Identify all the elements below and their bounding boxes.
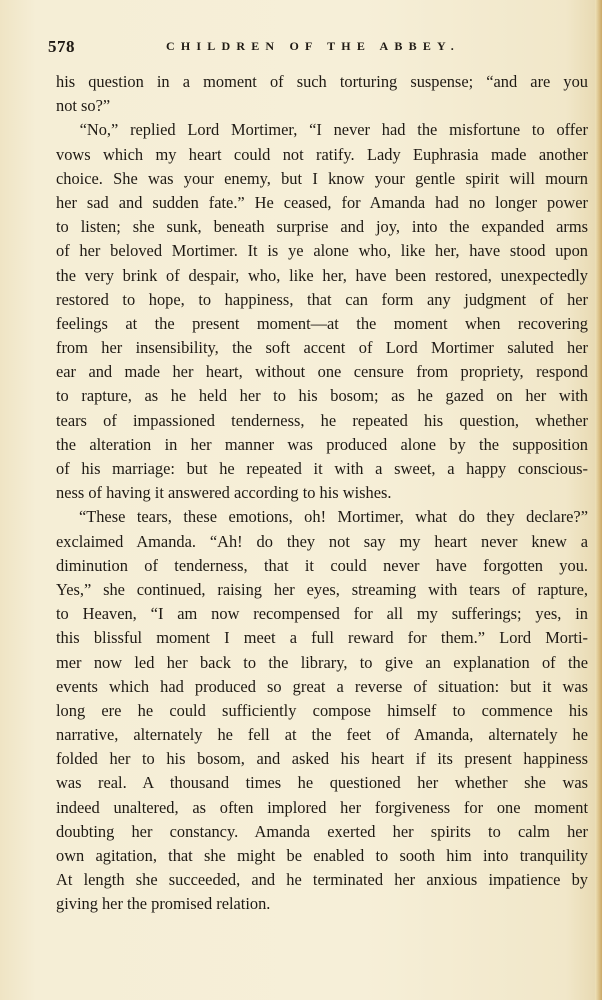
text-line: indeed unaltered, as often implored her forgiveness for one moment [56,797,588,817]
text-line: giving her the promised relation. [56,894,271,914]
page-header [48,37,588,61]
text-line: restored to hope, to happiness, that can form any judgment of her [56,289,588,309]
text-line: folded her to his bosom, and asked his heart if its present happiness [56,749,588,769]
page-number: 578 [48,37,75,56]
text-line: to Heaven, “I am now recompensed for all my sufferings; yes, in [56,604,588,624]
text-line: mer now led her back to the library, to give an explanation of the [56,652,588,672]
page-edge [595,0,602,1000]
text-line: doubting her constancy. Amanda exerted her spirits to calm her [56,821,588,841]
text-line: exclaimed Amanda. “Ah! do they not say my heart never knew a [56,531,588,551]
text-line: his question in a moment of such torturing suspense; “and are you [56,72,588,91]
text-line: from her insensibility, the soft accent of Lord Mortimer saluted her [56,338,588,358]
text-line: tears of impassioned tenderness, he repeated his question, whether [56,410,588,430]
text-line: ear and made her heart, without one censure from propriety, respond [56,362,588,382]
text-line: events which had produced so great a reverse of situation: but it was [56,676,588,696]
body-text [56,70,588,917]
text-line: of his marriage: but he repeated it with a sweet, a happy conscious- [56,459,588,478]
text-line: her sad and sudden fate.” He ceased, for Amanda had no longer power [56,192,588,212]
text-line: Yes,” she continued, raising her eyes, streaming with tears of rapture, [56,579,588,599]
text-line: this blissful moment I meet a full reward for them.” Lord Morti- [56,628,588,648]
text-line: choice. She was your enemy, but I know your gentle spirit will mourn [56,168,588,188]
text-line: the alteration in her manner was produced alone by the supposition [56,434,588,454]
text-line: feelings at the present moment—at the moment when recovering [56,313,588,333]
text-line: “These tears, these emotions, oh! Mortimer, what do they declare?” [56,507,588,527]
text-line: long ere he could sufficiently compose himself to commence his [56,700,588,720]
text-line: to rapture, as he held her to his bosom; as he gazed on her with [56,386,588,406]
text-line: diminution of tenderness, that it could never have forgotten you. [56,555,588,575]
text-line: narrative, alternately he fell at the feet of Amanda, alternately he [56,725,588,745]
text-line: to listen; she sunk, beneath surprise and joy, into the expanded arms [56,217,588,237]
text-line: At length she succeeded, and he terminated her anxious impatience by [56,870,588,890]
text-line: ness of having it answered according to his wishes. [56,483,392,503]
text-line: the very brink of despair, who, like her, have been restored, unexpectedly [56,265,588,285]
text-line: of her beloved Mortimer. It is ye alone who, like her, have stood upon [56,241,588,261]
text-line: own agitation, that she might be enabled to sooth him into tranquility [56,846,588,865]
running-title: CHILDREN OF THE ABBEY. [166,39,460,53]
text-line: “No,” replied Lord Mortimer, “I never had the misfortune to offer [56,120,588,140]
text-line: was real. A thousand times he questioned her whether she was [56,773,588,793]
text-line: not so?” [56,96,111,116]
text-line: vows which my heart could not ratify. Lady Euphrasia made another [56,144,588,164]
